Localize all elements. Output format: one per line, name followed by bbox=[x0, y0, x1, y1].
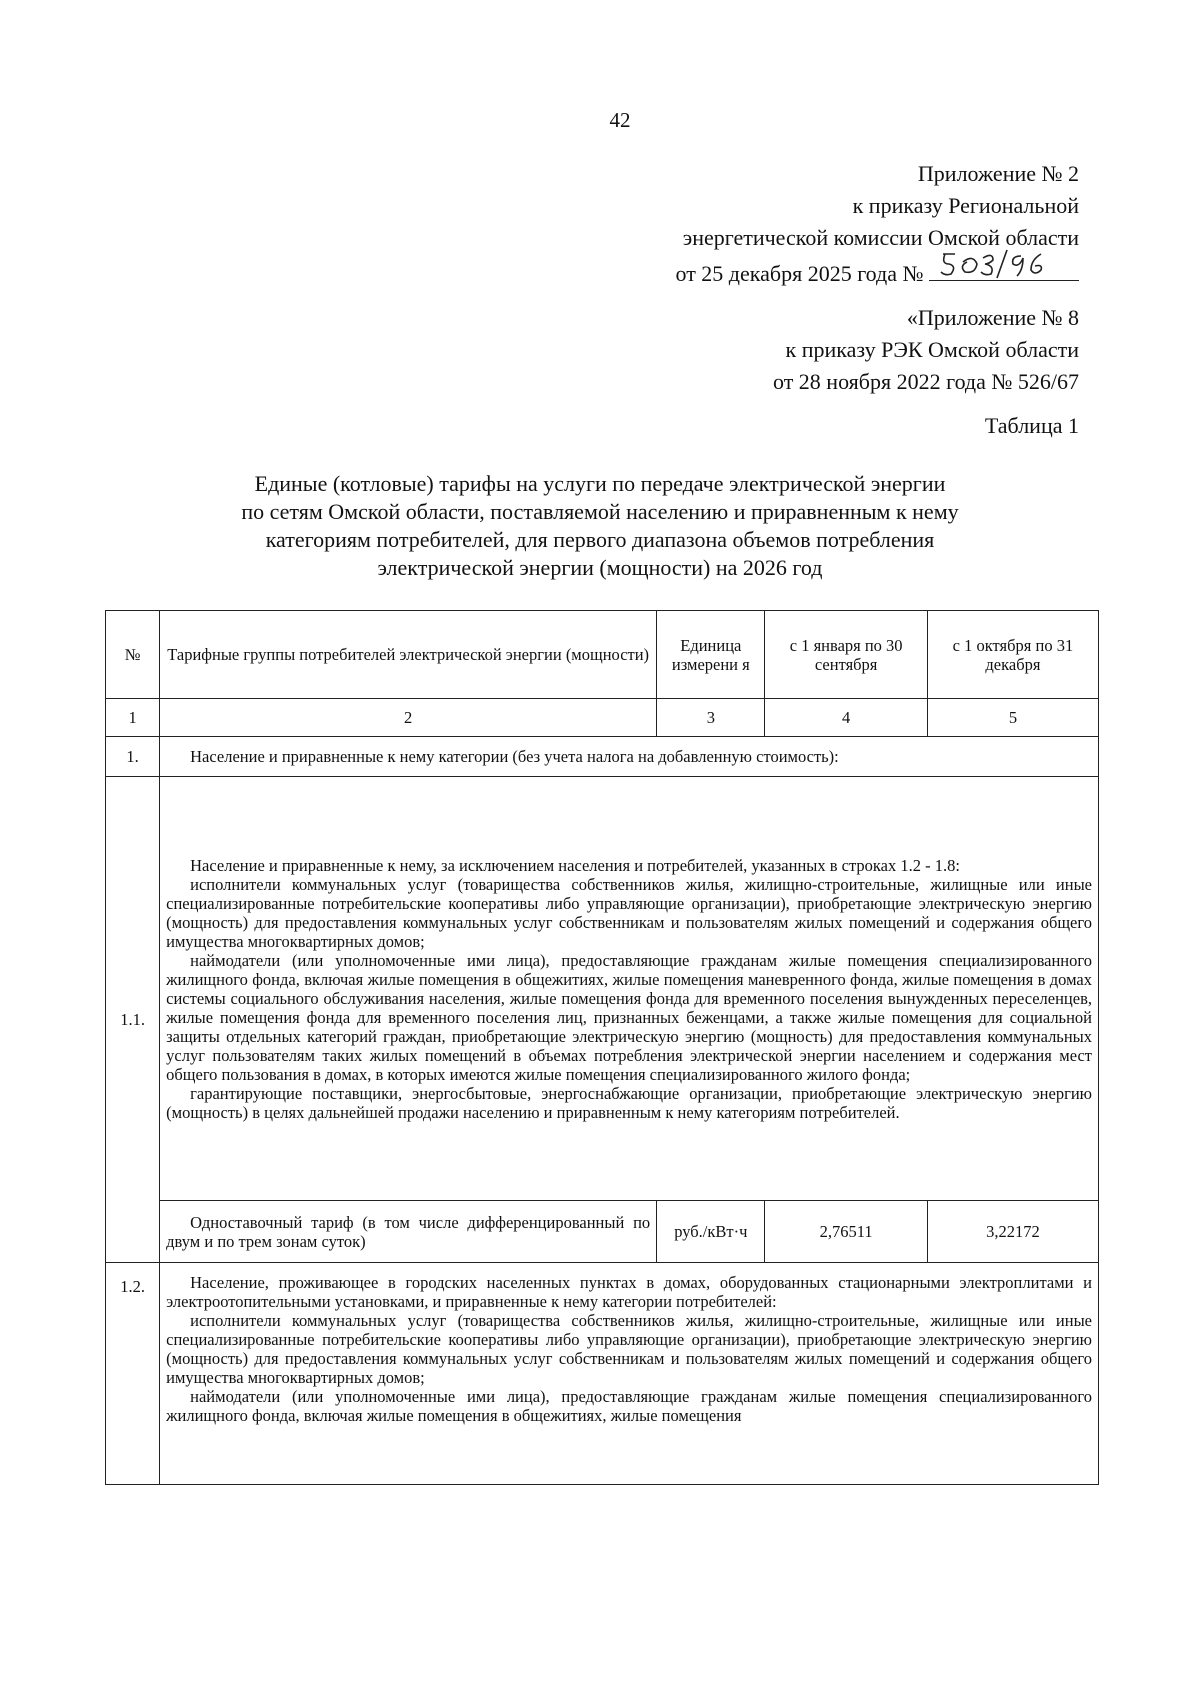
row-1-1-num: 1.1. bbox=[106, 777, 160, 1263]
row-1-1-description bbox=[160, 777, 1099, 1201]
appendix-2-date-prefix: от 25 декабря 2025 года № bbox=[675, 261, 924, 286]
col-number-1: 1 bbox=[106, 699, 160, 737]
col-number-3: 3 bbox=[657, 699, 765, 737]
row-1-num: 1. bbox=[106, 737, 160, 777]
row-1-1-paragraph: Население и приравненные к нему, за исключением населения и потребителей, указанных в строках 1.2 - 1.8: bbox=[190, 855, 960, 875]
appendix-2-line4 bbox=[675, 254, 1079, 290]
appendix-8-line1: «Приложение № 8 bbox=[906, 305, 1079, 330]
col-number-4: 4 bbox=[765, 699, 927, 737]
appendix-8-line2: к приказу РЭК Омской области bbox=[785, 337, 1079, 362]
header-unit: Единица измерени я bbox=[657, 611, 765, 699]
column-number-row bbox=[106, 699, 1099, 737]
row-1-text: Население и приравненные к нему категории (без учета налога на добавленную стоимость): bbox=[160, 737, 1099, 777]
title-line-2: по сетям Омской области, поставляемой населению и приравненным к нему bbox=[241, 499, 959, 524]
header-period-1: с 1 января по 30 сентября bbox=[765, 611, 927, 699]
row-1-1-unit: руб./кВт·ч bbox=[657, 1201, 765, 1263]
appendix-8-header bbox=[773, 302, 1079, 398]
title-line-3: категориям потребителей, для первого диапазона объемов потребления bbox=[265, 527, 935, 552]
tariff-table bbox=[105, 610, 1099, 1485]
appendix-2-line2: к приказу Региональной bbox=[852, 193, 1079, 218]
table-row-1-1 bbox=[106, 777, 1099, 1201]
title-line-1: Единые (котловые) тарифы на услуги по передаче электрической энергии bbox=[254, 471, 946, 496]
row-1-2-paragraph: наймодатели (или уполномоченные ими лица), предоставляющие гражданам жилые помещения специализированного жилищного фонда, включая жилые помещения в общежитиях, жилые помещения bbox=[166, 1387, 1092, 1425]
title-line-4: электрической энергии (мощности) на 2026 год bbox=[377, 555, 823, 580]
table-row-1-2 bbox=[106, 1263, 1099, 1485]
row-1-1-paragraph: гарантирующие поставщики, энергосбытовые, энергоснабжающие организации, приобретающие электрическую энергию (мощность) в целях дальнейшей продажи населению и приравненным к нему категориям потребителей. bbox=[166, 1083, 1092, 1122]
table-row-1 bbox=[106, 737, 1099, 777]
row-1-1-value-period-2: 3,22172 bbox=[927, 1201, 1098, 1263]
row-1-2-paragraph: исполнители коммунальных услуг (товарищества собственников жилья, жилищно-строительные, жилищные или иные специализированные потребительские кооперативы либо управляющие организации), приобретающие электрическую энергию (мощность) для предоставления коммунальных услуг собственникам и пользователям жилых помещений и содержания общего имущества многоквартирных домов; bbox=[166, 1311, 1092, 1387]
table-label: Таблица 1 bbox=[984, 413, 1079, 438]
row-1-2-num: 1.2. bbox=[106, 1263, 160, 1485]
col-number-2: 2 bbox=[160, 699, 657, 737]
page-number: 42 bbox=[609, 108, 631, 132]
header-period-2: с 1 октября по 31 декабря bbox=[927, 611, 1098, 699]
header-group: Тарифные группы потребителей электрической энергии (мощности) bbox=[160, 611, 657, 699]
appendix-8-line3: от 28 ноября 2022 года № 526/67 bbox=[772, 369, 1079, 394]
appendix-2-header bbox=[675, 158, 1079, 290]
header-num: № bbox=[106, 611, 160, 699]
row-1-2-paragraph: Население, проживающее в городских населенных пунктах в домах, оборудованных стационарными электроплитами и электроотопительными установками, и приравненные к нему категории потребителей: bbox=[166, 1273, 1092, 1311]
row-1-1-paragraph: исполнители коммунальных услуг (товарищества собственников жилья, жилищно-строительные, жилищные или иные специализированные потребительские кооперативы либо управляющие организации), приобретающие электрическую энергию (мощность) для предоставления коммунальных услуг собственникам и пользователям жилых помещений и содержания общего имущества многоквартирных домов; bbox=[166, 874, 1092, 951]
row-1-1-tariff-name: Одноставочный тариф (в том числе дифференцированный по двум и по трем зонам суток) bbox=[160, 1201, 657, 1263]
appendix-2-line3: энергетической комиссии Омской области bbox=[682, 225, 1079, 250]
handwritten-signature-number bbox=[937, 246, 1057, 280]
table-row-1-1-tariff bbox=[106, 1201, 1099, 1263]
handwritten-order-number bbox=[929, 254, 1079, 281]
document-title bbox=[160, 470, 1040, 582]
appendix-2-line1: Приложение № 2 bbox=[917, 161, 1079, 186]
row-1-1-paragraph: наймодатели (или уполномоченные ими лица), предоставляющие гражданам жилые помещения специализированного жилищного фонда, включая жилые помещения в общежитиях, жилые помещения маневренного фонда, жилые помещения в домах системы социального обслуживания населения, жилые помещения фонда для временного поселения вынужденных переселенцев, жилые помещения фонда для временного поселения лиц, признанных беженцами, а также жилые помещения для социальной защиты отдельных категорий граждан, приобретающие электрическую энергию (мощность) для предоставления коммунальных услуг пользователям таких жилых помещений в объемах потребления электрической энергии населением и содержания мест общего пользования в домах, в которых имеются жилые помещения специализированного жилого фонда; bbox=[166, 950, 1092, 1084]
row-1-1-value-period-1: 2,76511 bbox=[765, 1201, 927, 1263]
row-1-2-description bbox=[160, 1263, 1099, 1485]
table-header-row bbox=[106, 611, 1099, 699]
col-number-5: 5 bbox=[927, 699, 1098, 737]
